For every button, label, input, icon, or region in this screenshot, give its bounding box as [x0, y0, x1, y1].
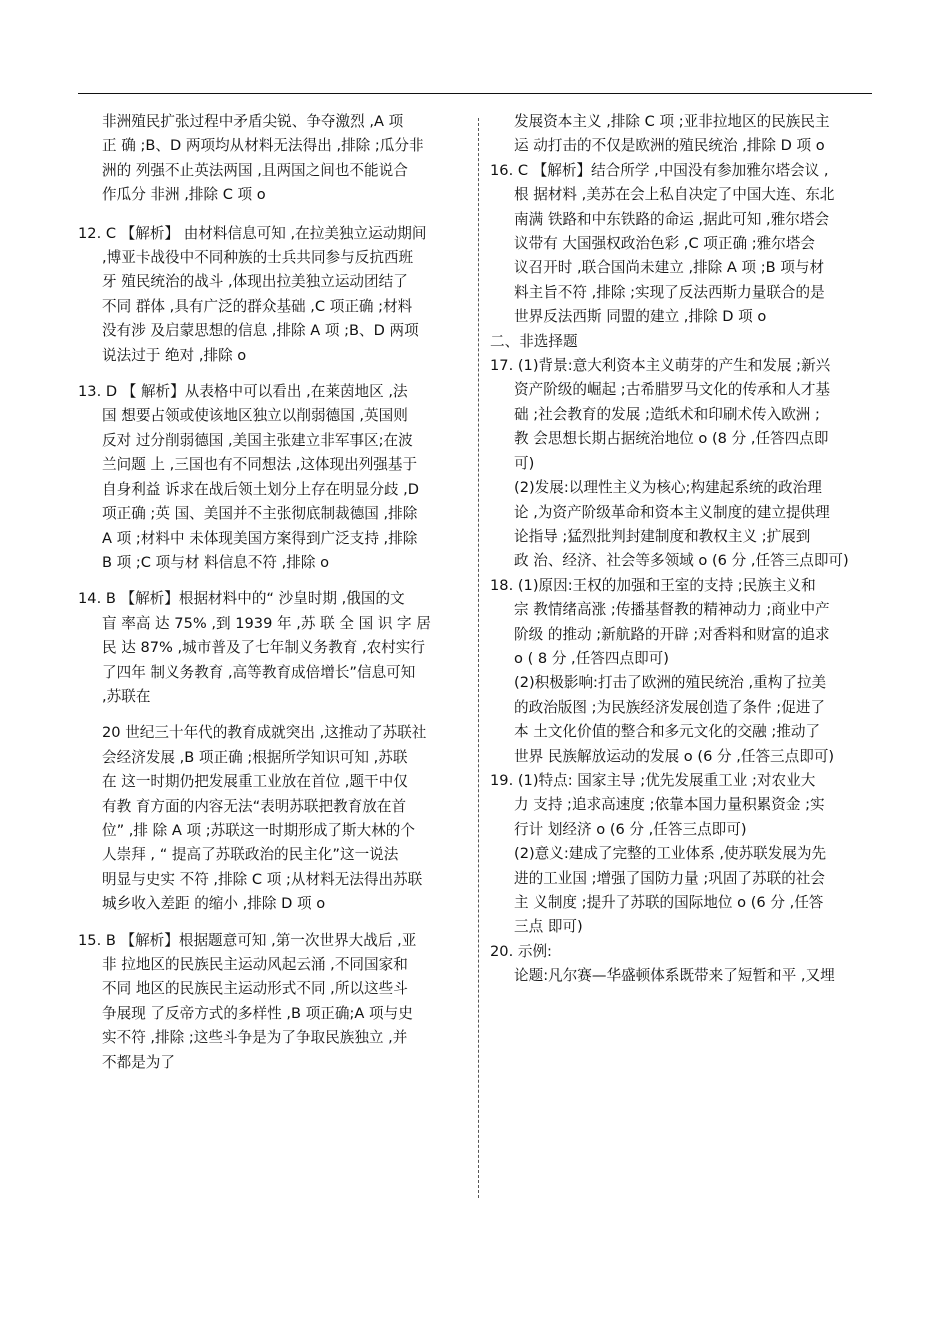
text-line: 正 确 ;B、D 两项均从材料无法得出 ,排除 ;瓜分非	[102, 137, 424, 155]
text-line: 自身利益 诉求在战后领土划分上存在明显分歧 ,D	[102, 480, 420, 498]
text-line: 项正确 ;英 国、美国并不主张彻底制裁德国 ,排除	[102, 505, 418, 523]
answer-15-cont	[490, 110, 874, 159]
answer-13	[78, 380, 464, 575]
text-line: 18. (1)原因:王权的加强和王室的支持 ;民族主义和	[490, 576, 816, 594]
text-line: 三点 即可)	[514, 918, 583, 936]
answer-19-2	[490, 842, 874, 940]
text-line: 会经济发展 ,B 项正确 ;根据所学知识可知 ,苏联	[102, 748, 408, 766]
answer-17-2	[490, 476, 874, 574]
text-line: 14. B 【解析】根据材料中的“ 沙皇时期 ,俄国的文	[78, 590, 405, 608]
text-line: 有教 育方面的内容无法“表明苏联把教育放在首	[102, 797, 407, 815]
text-line: 论题:凡尔赛—华盛顿体系既带来了短暂和平 ,又埋	[514, 967, 835, 985]
top-rule	[78, 93, 872, 94]
text-line: 争展现 了反帝方式的多样性 ,B 项正确;A 项与史	[102, 1004, 413, 1022]
text-line: 础 ;社会教育的发展 ;造纸术和印刷术传入欧洲 ;	[514, 405, 820, 423]
text-line: 盲 率高 达 75% ,到 1939 年 ,苏 联 全 国 识 字 居	[102, 614, 431, 632]
answer-20	[490, 940, 874, 989]
text-line: 15. B 【解析】根据题意可知 ,第一次世界大战后 ,亚	[78, 931, 417, 949]
text-line: 洲的 列强不止英法两国 ,且两国之间也不能说合	[102, 161, 408, 179]
text-line: 阶级 的推动 ;新航路的开辟 ;对香料和财富的追求	[514, 625, 830, 643]
answer-12	[78, 222, 464, 368]
text-line: 本 土文化价值的整合和多元文化的交融 ;推动了	[514, 723, 821, 741]
answer-18-1	[490, 574, 874, 672]
text-line: 12. C 【解析】 由材料信息可知 ,在拉美独立运动期间	[78, 224, 427, 242]
text-line: 城乡收入差距 的缩小 ,排除 D 项 o	[102, 895, 326, 913]
right-column	[490, 110, 874, 989]
text-line: ,苏联在	[102, 687, 151, 705]
text-line: 在 这一时期仍把发展重工业放在首位 ,题干中仅	[102, 773, 408, 791]
answer-14-cont	[78, 721, 464, 916]
text-line: (2)发展:以理性主义为核心;构建起系统的政治理	[514, 479, 822, 497]
text-line: 论指导 ;猛烈批判封建制度和教权主义 ;扩展到	[514, 527, 811, 545]
answer-16	[490, 159, 874, 330]
text-line: 论 ,为资产阶级革命和资本主义制度的建立提供理	[514, 503, 830, 521]
text-line: 宗 教情绪高涨 ;传播基督教的精神动力 ;商业中产	[514, 601, 830, 619]
text-line: 主 义制度 ;提升了苏联的国际地位 o (6 分 ,任答	[514, 894, 824, 911]
text-line: 位” ,排 除 A 项 ;苏联这一时期形成了斯大林的个	[102, 821, 415, 839]
text-line: 牙 殖民统治的战斗 ,体现出拉美独立运动团结了	[102, 273, 408, 291]
text-line: 不同 地区的民族民主运动形式不同 ,所以这些斗	[102, 980, 408, 998]
text-line: 世界反法西斯 同盟的建立 ,排除 D 项 o	[514, 308, 767, 326]
text-line: 16. C 【解析】结合所学 ,中国没有参加雅尔塔会议 ,	[490, 161, 829, 179]
text-line: 议带有 大国强权政治色彩 ,C 项正确 ;雅尔塔会	[514, 235, 815, 253]
column-divider	[478, 118, 479, 1198]
text-line: 南满 铁路和中东铁路的命运 ,据此可知 ,雅尔塔会	[514, 210, 830, 228]
text-line: 政 治、经济、社会等多领域 o (6 分 ,任答三点即可)	[514, 552, 849, 570]
text-line: 发展资本主义 ,排除 C 项 ;亚非拉地区的民族民主	[514, 113, 830, 130]
answer-11-cont	[78, 110, 464, 208]
text-line: 非 拉地区的民族民主运动风起云涌 ,不同国家和	[102, 956, 408, 973]
text-line: 资产阶级的崛起 ;古希腊罗马文化的传承和人才基	[514, 381, 831, 399]
answer-17-1	[490, 354, 874, 476]
text-line: 20. 示例:	[490, 942, 552, 960]
text-line: (2)积极影响:打击了欧洲的殖民统治 ,重构了拉美	[514, 674, 827, 692]
text-line: 料主旨不符 ,排除 ;实现了反法西斯力量联合的是	[514, 283, 825, 301]
text-line: 19. (1)特点: 国家主导 ;优先发展重工业 ;对农业大	[490, 771, 816, 789]
text-line: 13. D 【 解析】从表格中可以看出 ,在莱茵地区 ,法	[78, 383, 408, 401]
text-line: 实不符 ,排除 ;这些斗争是为了争取民族独立 ,并	[102, 1029, 408, 1047]
text-line: 不都是为了	[102, 1053, 175, 1071]
text-line: 世界 民族解放运动的发展 o (6 分 ,任答三点即可)	[514, 747, 835, 765]
text-line: A 项 ;材料中 未体现美国方案得到广泛支持 ,排除	[102, 529, 418, 547]
text-line: 不同 群体 ,具有广泛的群众基础 ,C 项正确 ;材料	[102, 297, 413, 315]
text-line: 运 动打击的不仅是欧洲的殖民统治 ,排除 D 项 o	[514, 137, 825, 155]
text-line: 可)	[514, 454, 535, 472]
text-line: 明显与史实 不符 ,排除 C 项 ;从材料无法得出苏联	[102, 870, 423, 888]
text-line: ,博亚卡战役中不同种族的士兵共同参与反抗西班	[102, 249, 414, 267]
text-line: 民 达 87% ,城市普及了七年制义务教育 ,农村实行	[102, 639, 425, 657]
text-line: 国 想要占领或使该地区独立以削弱德国 ,英国则	[102, 407, 408, 425]
text-line: (2)意义:建成了完整的工业体系 ,使苏联发展为先	[514, 845, 827, 863]
answer-19-1	[490, 769, 874, 842]
answer-15	[78, 929, 464, 1075]
text-line: 了四年 制义务教育 ,高等教育成倍增长”信息可知	[102, 663, 416, 681]
text-line: 20 世纪三十年代的教育成就突出 ,这推动了苏联社	[102, 724, 427, 742]
text-line: B 项 ;C 项与材 料信息不符 ,排除 o	[102, 553, 330, 571]
text-line: 17. (1)背景:意大利资本主义萌芽的产生和发展 ;新兴	[490, 357, 831, 375]
text-line: 说法过于 绝对 ,排除 o	[102, 346, 247, 364]
text-line: 行计 划经济 o (6 分 ,任答三点即可)	[514, 820, 747, 838]
text-line: 教 会思想长期占据统治地位 o (8 分 ,任答四点即	[514, 430, 829, 448]
answer-14	[78, 587, 464, 709]
text-line: 兰问题 上 ,三国也有不同想法 ,这体现出列强基于	[102, 456, 418, 474]
text-line: 作瓜分 非洲 ,排除 C 项 o	[102, 186, 266, 204]
section-heading: 二、非选择题	[490, 332, 578, 350]
text-line: 根 据材料 ,美苏在会上私自决定了中国大连、东北	[514, 186, 835, 204]
text-line: 人崇拜 , “ 提高了苏联政治的民主化”这一说法	[102, 846, 399, 864]
text-line: 议召开时 ,联合国尚未建立 ,排除 A 项 ;B 项与材	[514, 259, 825, 277]
answer-18-2	[490, 671, 874, 769]
text-line: 没有涉 及启蒙思想的信息 ,排除 A 项 ;B、D 两项	[102, 322, 419, 340]
text-line: 的政治版图 ;为民族经济发展创造了条件 ;促进了	[514, 698, 825, 716]
text-line: 反对 过分削弱德国 ,美国主张建立非军事区;在波	[102, 431, 413, 449]
left-column	[78, 110, 464, 1075]
text-line: o ( 8 分 ,任答四点即可)	[514, 649, 669, 667]
text-line: 进的工业国 ;增强了国防力量 ;巩固了苏联的社会	[514, 869, 825, 887]
text-line: 非洲殖民扩张过程中矛盾尖锐、争夺激烈 ,A 项	[102, 113, 404, 130]
text-line: 力 支持 ;追求高速度 ;依靠本国力量积累资金 ;实	[514, 796, 825, 814]
